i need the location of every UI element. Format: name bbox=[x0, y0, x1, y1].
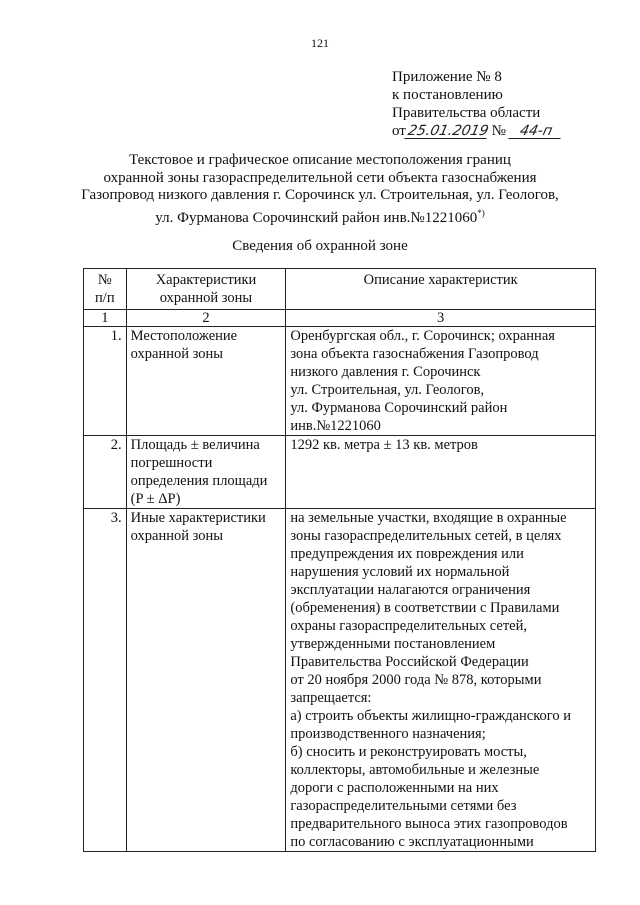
table-row bbox=[84, 509, 596, 852]
text-line: на земельные участки, входящие в охранные bbox=[290, 510, 567, 526]
text-line: низкого давления г. Сорочинск bbox=[290, 364, 481, 380]
handwritten-number: 44-п bbox=[508, 124, 563, 139]
column-number-row bbox=[84, 310, 596, 327]
text-line: 1292 кв. метра ± 13 кв. метров bbox=[290, 437, 478, 453]
appendix-line-2: к постановлению bbox=[392, 87, 503, 103]
header-number-line-2: п/п bbox=[95, 290, 115, 306]
text-line: ул. Фурманова Сорочинский район bbox=[290, 400, 508, 416]
row-characteristic bbox=[126, 509, 286, 852]
header-number bbox=[84, 269, 127, 310]
text-line: коллекторы, автомобильные и железные bbox=[290, 762, 540, 778]
row-index: 2. bbox=[84, 436, 127, 509]
text-line: охраны газораспределительных сетей, bbox=[290, 618, 527, 634]
appendix-title: Приложение № 8 bbox=[392, 69, 502, 85]
page-number: 121 bbox=[311, 36, 329, 50]
section-subtitle: Сведения об охранной зоне bbox=[232, 238, 408, 254]
text-line: Площадь ± величина bbox=[130, 437, 260, 453]
text-line: предварительного выноса этих газопроводов bbox=[290, 816, 568, 832]
text-line: (обременения) в соответствии с Правилами bbox=[290, 600, 560, 616]
text-line: зона объекта газоснабжения Газопровод bbox=[290, 346, 539, 362]
date-prefix: от bbox=[392, 123, 406, 139]
text-line: дороги с расположенными на них bbox=[290, 780, 499, 796]
header-characteristics bbox=[126, 269, 286, 310]
header-characteristics-line-2: охранной зоны bbox=[159, 290, 253, 306]
header-characteristics-line-1: Характеристики bbox=[155, 272, 257, 288]
text-line: газораспределительными сетями без bbox=[290, 798, 517, 814]
text-line: определения площади bbox=[130, 473, 268, 489]
text-line: (P ± ΔP) bbox=[130, 491, 181, 507]
row-description bbox=[286, 436, 596, 509]
column-number: 2 bbox=[126, 310, 286, 327]
appendix-date-line bbox=[392, 122, 562, 140]
table-header-row bbox=[84, 269, 596, 310]
number-sign: № bbox=[491, 123, 506, 139]
text-line: Оренбургская обл., г. Сорочинск; охранная bbox=[290, 328, 555, 344]
text-line: нарушения условий их нормальной bbox=[290, 564, 510, 580]
text-line: производственного назначения; bbox=[290, 726, 486, 742]
document-title bbox=[60, 152, 580, 227]
header-description: Описание характеристик bbox=[286, 269, 596, 310]
row-description bbox=[286, 327, 596, 436]
text-line: охранной зоны bbox=[130, 346, 223, 362]
header-number-line-1: № bbox=[97, 272, 112, 288]
row-characteristic bbox=[126, 327, 286, 436]
table-row bbox=[84, 327, 596, 436]
text-line: Иные характеристики bbox=[130, 510, 266, 526]
row-characteristic bbox=[126, 436, 286, 509]
text-line: запрещается: bbox=[290, 690, 372, 706]
text-line: предупреждения их повреждения или bbox=[290, 546, 524, 562]
text-line: б) сносить и реконструировать мосты, bbox=[290, 744, 527, 760]
column-number: 3 bbox=[286, 310, 596, 327]
text-line: Местоположение bbox=[130, 328, 238, 344]
row-index: 1. bbox=[84, 327, 127, 436]
text-line: ул. Строительная, ул. Геологов, bbox=[290, 382, 485, 398]
title-line-1: Текстовое и графическое описание местоположения границ bbox=[129, 152, 511, 168]
footnote-mark: *) bbox=[477, 207, 485, 218]
text-line: охранной зоны bbox=[130, 528, 223, 544]
appendix-line-3: Правительства области bbox=[392, 105, 541, 121]
title-line-2: охранной зоны газораспределительной сети объекта газоснабжения bbox=[103, 169, 537, 186]
table-row bbox=[84, 436, 596, 509]
text-line: по согласованию с эксплуатационными bbox=[290, 834, 534, 850]
title-line-3: Газопровод низкого давления г. Сорочинск ул. Строительная, ул. Геологов, bbox=[81, 187, 559, 203]
protection-zone-table bbox=[83, 268, 596, 852]
text-line: эксплуатации налагаются ограничения bbox=[290, 582, 531, 598]
row-index: 3. bbox=[84, 509, 127, 852]
text-line: погрешности bbox=[130, 455, 213, 471]
text-line: от 20 ноября 2000 года № 878, которыми bbox=[290, 672, 542, 688]
text-line: зоны газораспределительных сетей, в целях bbox=[290, 528, 562, 544]
title-line-4-text: ул. Фурманова Сорочинский район инв.№1221060 bbox=[155, 209, 478, 226]
column-number: 1 bbox=[84, 310, 127, 327]
text-line: Правительства Российской Федерации bbox=[290, 654, 529, 670]
appendix-block bbox=[392, 68, 562, 140]
title-line-4 bbox=[60, 205, 580, 228]
text-line: утвержденными постановлением bbox=[290, 636, 496, 652]
text-line: а) строить объекты жилищно-гражданского и bbox=[290, 708, 572, 724]
text-line: инв.№1221060 bbox=[290, 418, 381, 434]
handwritten-date: 25.01.2019 bbox=[406, 123, 490, 139]
row-description bbox=[286, 509, 596, 852]
